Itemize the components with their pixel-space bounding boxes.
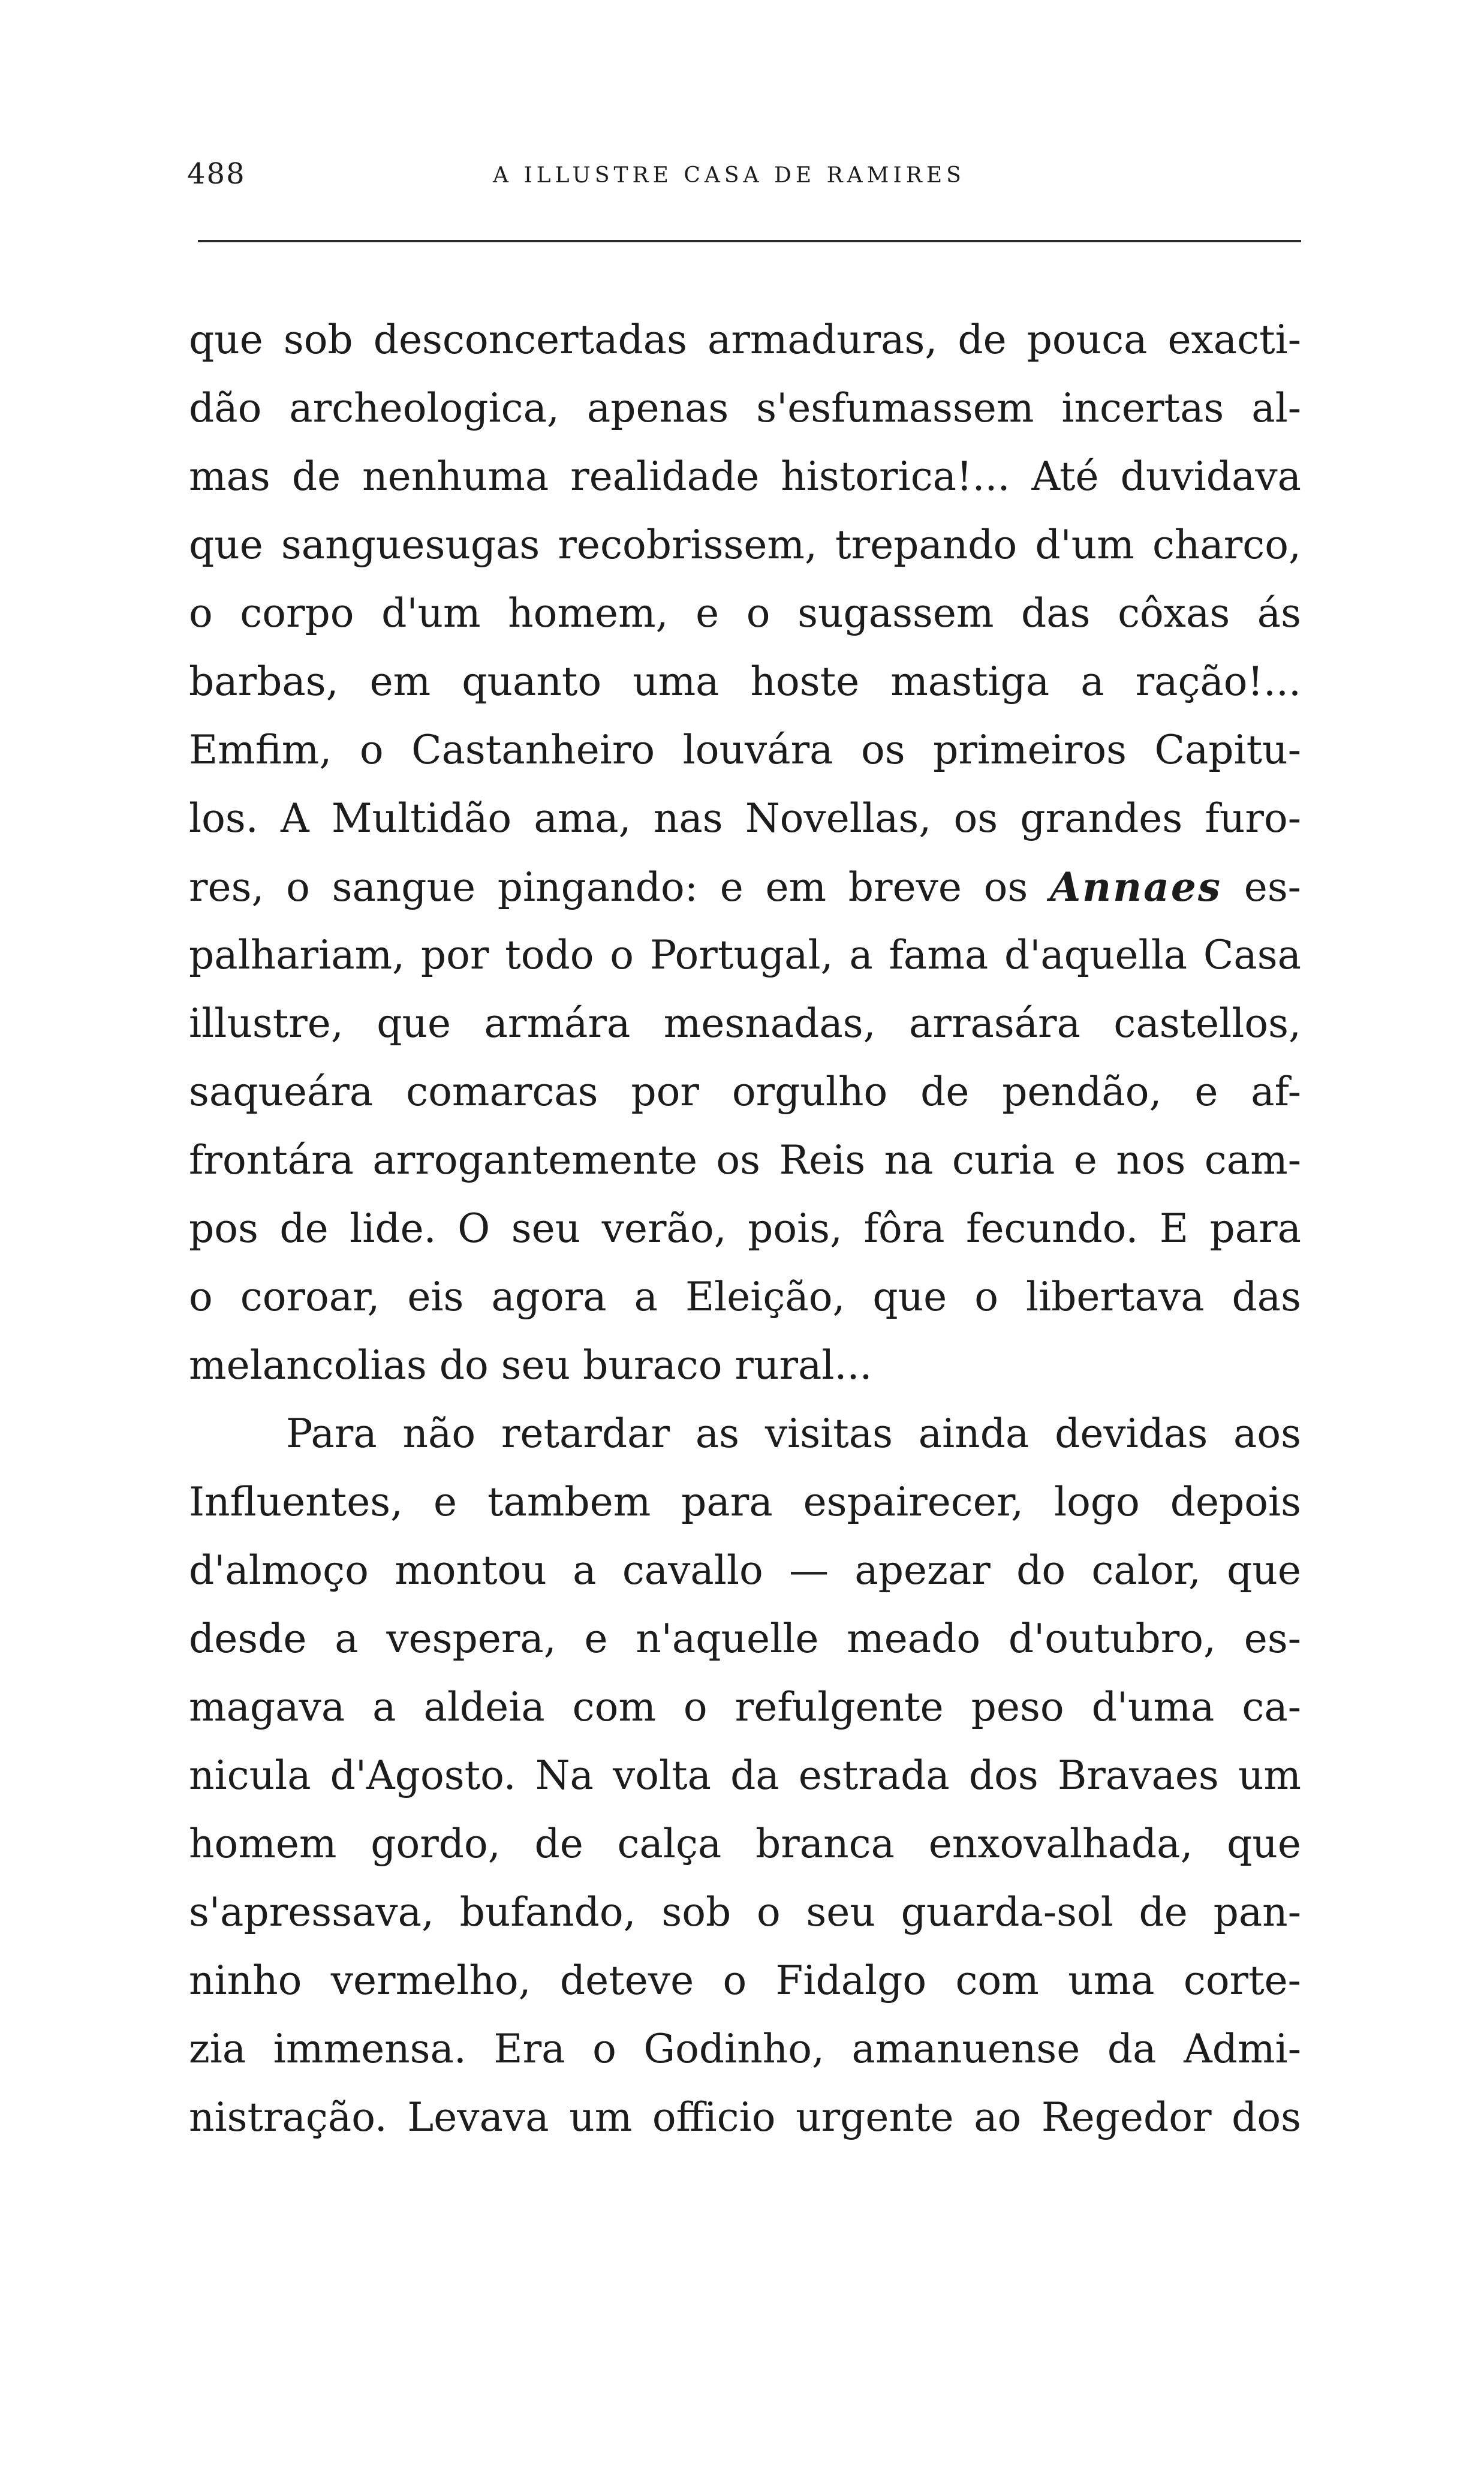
text-line: los. A Multidão ama, nas Novellas, os grandes furo- bbox=[189, 795, 1301, 841]
paragraph-2 bbox=[189, 1400, 1301, 2152]
text-fragment: es- bbox=[1222, 864, 1301, 910]
book-title-annaes: Annaes bbox=[1049, 864, 1223, 910]
text-line: Para não retardar as visitas ainda devidas aos bbox=[286, 1411, 1301, 1457]
text-line: barbas, em quanto uma hoste mastiga a ração!... bbox=[189, 658, 1301, 705]
text-fragment: res, o sangue pingando: e em breve os bbox=[189, 864, 1050, 910]
text-line: zia immensa. Era o Godinho, amanuense da Admi- bbox=[189, 2026, 1301, 2072]
text-line: o corpo d'um homem, e o sugassem das côxas ás bbox=[189, 590, 1301, 636]
text-line: ninho vermelho, deteve o Fidalgo com uma corte- bbox=[189, 1957, 1301, 2004]
text-line: s'apressava, bufando, sob o seu guarda-sol de pan- bbox=[189, 1889, 1301, 1935]
text-line: Influentes, e tambem para espairecer, logo depois bbox=[189, 1479, 1301, 1525]
text-line bbox=[189, 853, 1301, 921]
text-line: o coroar, eis agora a Eleição, que o libertava das bbox=[189, 1274, 1301, 1320]
text-line: saqueára comarcas por orgulho de pendão, e af- bbox=[189, 1069, 1301, 1115]
text-line: frontára arrogantemente os Reis na curia e nos cam- bbox=[189, 1137, 1301, 1183]
page-number: 488 bbox=[187, 157, 246, 191]
text-line: Emfim, o Castanheiro louvára os primeiros Capitu- bbox=[189, 727, 1301, 773]
text-line: que sob desconcertadas armaduras, de pouca exacti- bbox=[189, 317, 1301, 363]
text-line: homem gordo, de calça branca enxovalhada, que bbox=[189, 1821, 1301, 1867]
text-line: d'almoço montou a cavallo — apezar do calor, que bbox=[189, 1547, 1301, 1593]
text-line: mas de nenhuma realidade historica!... Até duvidava bbox=[189, 453, 1301, 500]
text-line: palhariam, por todo o Portugal, a fama d'aquella Casa bbox=[189, 932, 1301, 978]
paragraph-1 bbox=[189, 306, 1301, 1400]
text-line: dão archeologica, apenas s'esfumassem incertas al- bbox=[189, 385, 1301, 431]
text-line: desde a vespera, e n'aquelle meado d'outubro, es- bbox=[189, 1616, 1301, 1662]
text-line: pos de lide. O seu verão, pois, fôra fecundo. E para bbox=[189, 1205, 1301, 1252]
text-line: que sanguesugas recobrissem, trepando d'um charco, bbox=[189, 522, 1301, 568]
text-line: melancolias do seu buraco rural... bbox=[189, 1342, 872, 1388]
header-divider bbox=[198, 240, 1301, 242]
body-text bbox=[189, 306, 1301, 2152]
text-line: magava a aldeia com o refulgente peso d'uma ca- bbox=[189, 1684, 1301, 1730]
page-header bbox=[187, 157, 1308, 199]
running-title: A ILLUSTRE CASA DE RAMIRES bbox=[493, 163, 965, 188]
text-line: nistração. Levava um officio urgente ao Regedor dos bbox=[189, 2094, 1301, 2140]
text-line: nicula d'Agosto. Na volta da estrada dos Bravaes um bbox=[189, 1752, 1301, 1799]
text-line: illustre, que armára mesnadas, arrasára castellos, bbox=[189, 1000, 1301, 1046]
